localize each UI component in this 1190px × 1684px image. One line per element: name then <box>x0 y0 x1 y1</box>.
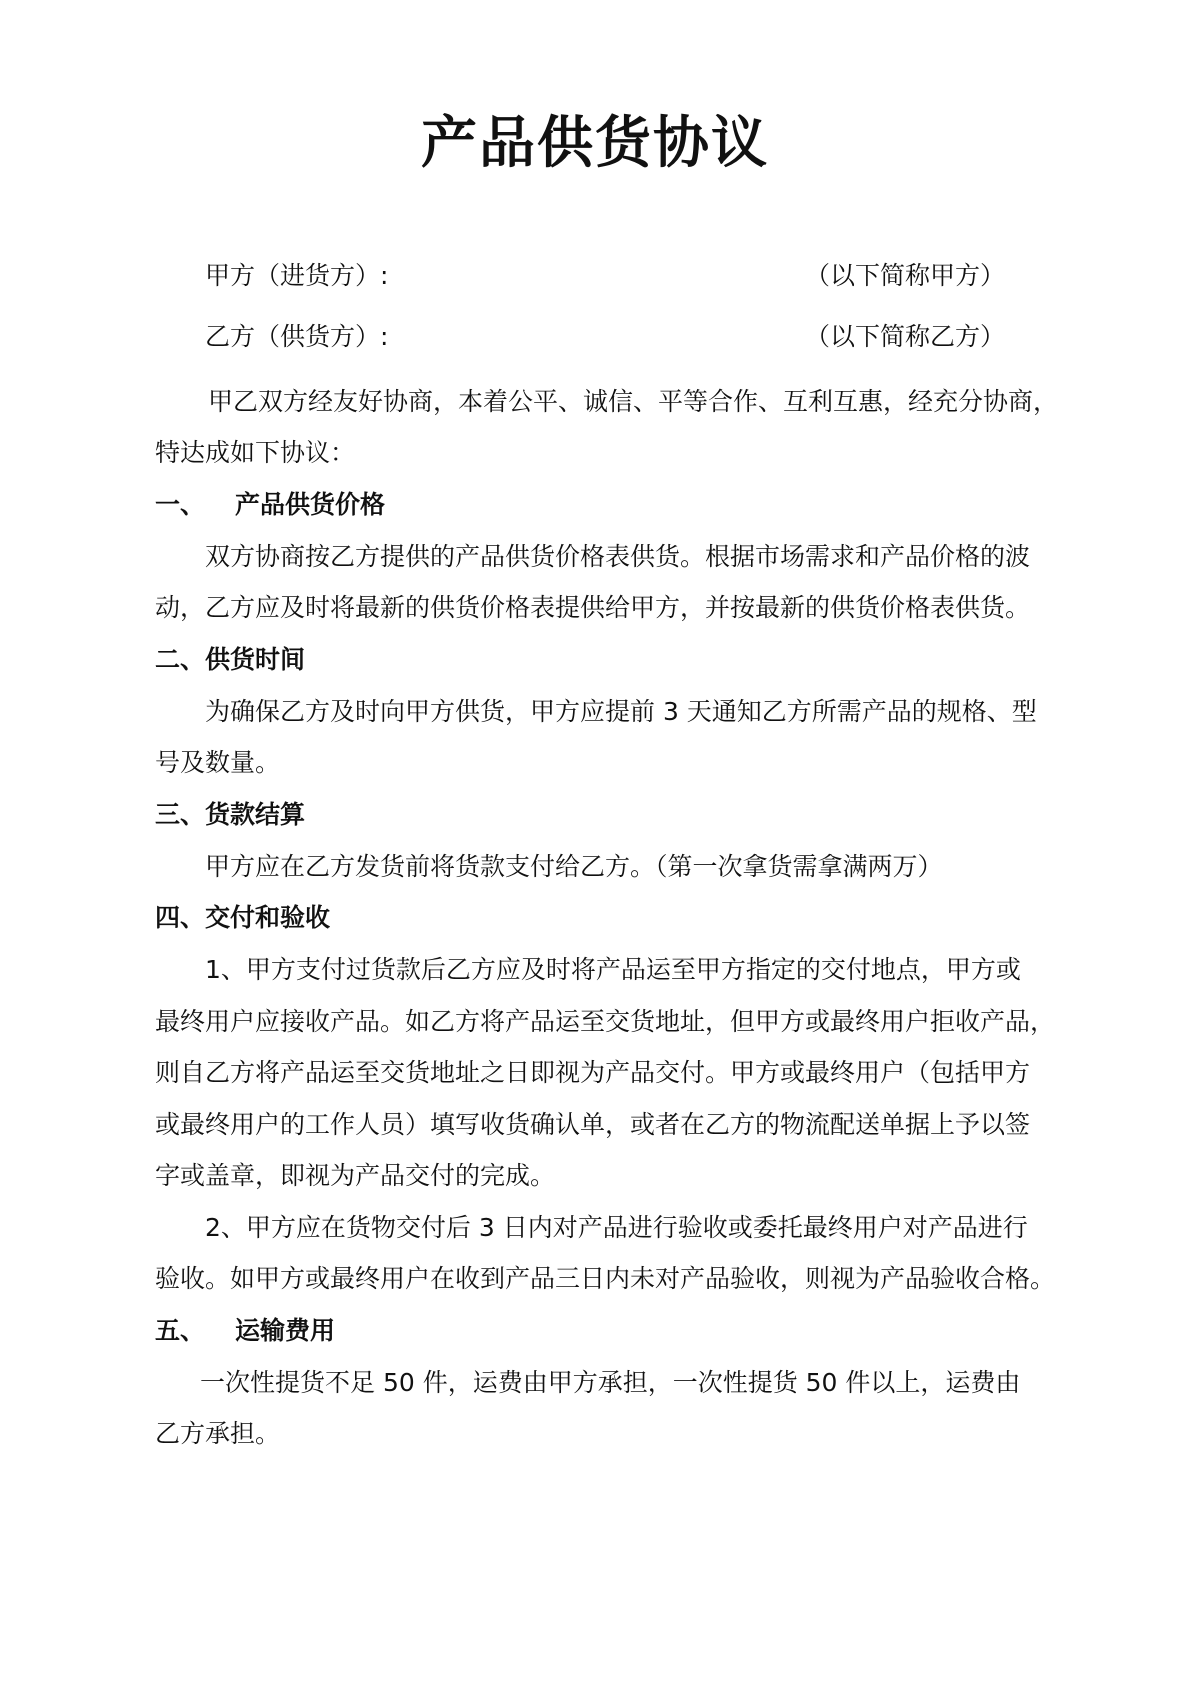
section-3-heading <box>155 798 305 832</box>
section-3-line-1: 甲方应在乙方发货前将货款支付给乙方。（第一次拿货需拿满两万） <box>205 852 943 881</box>
party-b-note: （以下简称乙方） <box>805 322 1006 351</box>
party-a-label: 甲方（进货方）: <box>205 261 389 290</box>
section-2-number: 二、 <box>155 645 206 674</box>
intro-line-1: 甲乙双方经友好协商，本着公平、诚信、平等合作、互利互惠，经充分协商， <box>208 387 1059 416</box>
section-1-line-1: 双方协商按乙方提供的产品供货价格表供货。根据市场需求和产品价格的波 <box>205 542 1031 571</box>
section-5-heading <box>155 1314 335 1348</box>
section-4-line-2: 最终用户应接收产品。如乙方将产品运至交货地址，但甲方或最终用户拒收产品， <box>155 1007 1056 1036</box>
section-5-number: 五、 <box>155 1316 206 1345</box>
section-1-heading <box>155 488 385 522</box>
section-3-number: 三、 <box>155 800 206 829</box>
section-4-line-6: 2、甲方应在货物交付后 3 日内对产品进行验收或委托最终用户对产品进行 <box>205 1213 1028 1242</box>
section-5-line-2: 乙方承担。 <box>155 1419 281 1448</box>
section-3-title: 货款结算 <box>205 800 306 829</box>
section-2-line-2: 号及数量。 <box>155 748 281 777</box>
section-2-line-1: 为确保乙方及时向甲方供货，甲方应提前 3 天通知乙方所需产品的规格、型 <box>205 697 1037 726</box>
section-5-title: 运输费用 <box>235 1316 336 1345</box>
party-a-note: （以下简称甲方） <box>805 261 1006 290</box>
section-4-line-5: 字或盖章，即视为产品交付的完成。 <box>155 1161 556 1190</box>
section-2-heading <box>155 643 305 677</box>
section-1-line-2: 动，乙方应及时将最新的供货价格表提供给甲方，并按最新的供货价格表供货。 <box>155 593 1031 622</box>
section-4-line-7: 验收。如甲方或最终用户在收到产品三日内未对产品验收，则视为产品验收合格。 <box>155 1264 1056 1293</box>
section-4-line-3: 则自乙方将产品运至交货地址之日即视为产品交付。甲方或最终用户（包括甲方 <box>155 1058 1031 1087</box>
intro-line-2: 特达成如下协议： <box>155 438 356 467</box>
section-4-title: 交付和验收 <box>205 903 331 932</box>
section-4-line-1: 1、甲方支付过货款后乙方应及时将产品运至甲方指定的交付地点，甲方或 <box>205 955 1021 984</box>
document-title: 产品供货协议 <box>421 111 769 176</box>
section-4-heading <box>155 901 330 935</box>
section-4-number: 四、 <box>155 903 206 932</box>
section-4-line-4: 或最终用户的工作人员）填写收货确认单，或者在乙方的物流配送单据上予以签 <box>155 1110 1031 1139</box>
section-1-number: 一、 <box>155 490 206 519</box>
section-5-line-1: 一次性提货不足 50 件，运费由甲方承担，一次性提货 50 件以上，运费由 <box>200 1368 1021 1397</box>
section-1-title: 产品供货价格 <box>235 490 386 519</box>
section-2-title: 供货时间 <box>205 645 306 674</box>
party-b-label: 乙方（供货方）: <box>205 322 389 351</box>
